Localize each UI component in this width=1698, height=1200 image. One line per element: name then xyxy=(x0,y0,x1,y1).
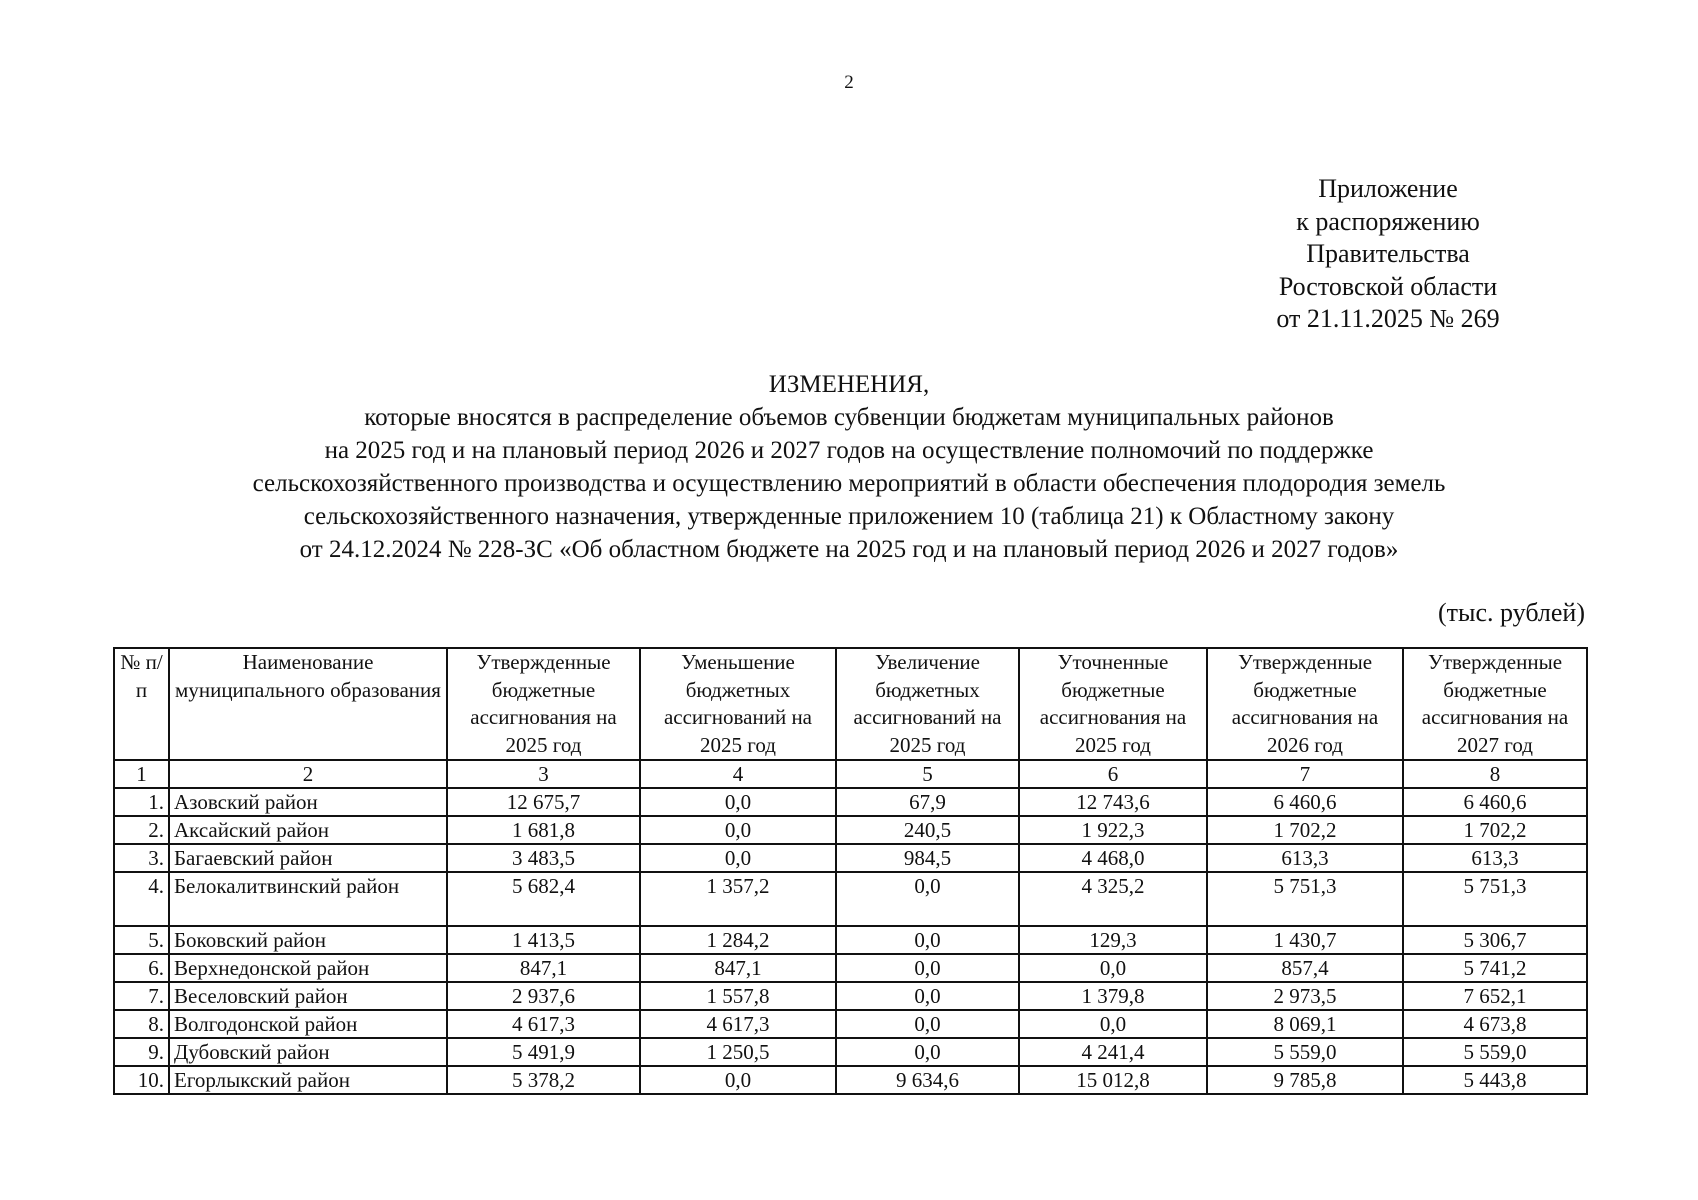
table-row xyxy=(114,872,1587,926)
municipality-name: Волгодонской район xyxy=(169,1010,447,1038)
table-row xyxy=(114,844,1587,872)
revised-2025: 0,0 xyxy=(1019,1010,1207,1038)
decrease-2025: 0,0 xyxy=(640,844,836,872)
header-cell: Утвержденные бюджетные ассигнования на 2026 год xyxy=(1207,648,1403,760)
municipality-name: Азовский район xyxy=(169,788,447,816)
approved-2026: 1 430,7 xyxy=(1207,926,1403,954)
approved-2027: 5 443,8 xyxy=(1403,1066,1587,1094)
title-line: на 2025 год и на плановый период 2026 и 2027 годов на осуществление полномочий по поддержке xyxy=(324,437,1374,464)
header-cell: Утвержденные бюджетные ассигнования на 2025 год xyxy=(447,648,640,760)
approved-2025: 847,1 xyxy=(447,954,640,982)
decrease-2025: 847,1 xyxy=(640,954,836,982)
header-cell: № п/п xyxy=(114,648,169,760)
increase-2025: 9 634,6 xyxy=(836,1066,1019,1094)
table-row xyxy=(114,816,1587,844)
municipality-name: Веселовский район xyxy=(169,982,447,1010)
decrease-2025: 1 284,2 xyxy=(640,926,836,954)
row-index: 9. xyxy=(114,1038,169,1066)
approved-2025: 5 378,2 xyxy=(447,1066,640,1094)
appendix-line: Приложение xyxy=(1318,174,1458,203)
table-row xyxy=(114,954,1587,982)
title-heading: ИЗМЕНЕНИЯ, xyxy=(768,371,930,398)
row-index: 2. xyxy=(114,816,169,844)
increase-2025: 0,0 xyxy=(836,1010,1019,1038)
document-title xyxy=(0,368,1698,566)
column-number: 3 xyxy=(447,760,640,788)
revised-2025: 1 922,3 xyxy=(1019,816,1207,844)
column-number: 8 xyxy=(1403,760,1587,788)
units-label: (тыс. рублей) xyxy=(1437,598,1585,627)
approved-2025: 1 413,5 xyxy=(447,926,640,954)
header-cell: Уточненные бюджетные ассигнования на 2025 год xyxy=(1019,648,1207,760)
approved-2026: 5 559,0 xyxy=(1207,1038,1403,1066)
approved-2026: 613,3 xyxy=(1207,844,1403,872)
row-index: 10. xyxy=(114,1066,169,1094)
approved-2026: 8 069,1 xyxy=(1207,1010,1403,1038)
revised-2025: 4 241,4 xyxy=(1019,1038,1207,1066)
revised-2025: 129,3 xyxy=(1019,926,1207,954)
decrease-2025: 0,0 xyxy=(640,816,836,844)
municipality-name: Белокалитвинский район xyxy=(169,872,447,926)
appendix-line: Правительства xyxy=(1306,239,1470,268)
row-index: 1. xyxy=(114,788,169,816)
approved-2025: 1 681,8 xyxy=(447,816,640,844)
approved-2026: 9 785,8 xyxy=(1207,1066,1403,1094)
approved-2026: 2 973,5 xyxy=(1207,982,1403,1010)
approved-2025: 4 617,3 xyxy=(447,1010,640,1038)
title-line: от 24.12.2024 № 228-ЗС «Об областном бюджете на 2025 год и на плановый период 2026 и 2027 годов» xyxy=(299,536,1399,563)
table-row xyxy=(114,1038,1587,1066)
decrease-2025: 0,0 xyxy=(640,1066,836,1094)
approved-2027: 613,3 xyxy=(1403,844,1587,872)
title-line: сельскохозяйственного производства и осуществлению мероприятий в области обеспечения плодородия земель xyxy=(252,470,1446,497)
approved-2027: 6 460,6 xyxy=(1403,788,1587,816)
title-line: которые вносятся в распределение объемов субвенции бюджетам муниципальных районов xyxy=(364,404,1334,431)
approved-2026: 5 751,3 xyxy=(1207,872,1403,926)
header-cell: Наименование муниципального образования xyxy=(169,648,447,760)
increase-2025: 0,0 xyxy=(836,872,1019,926)
decrease-2025: 1 357,2 xyxy=(640,872,836,926)
revised-2025: 4 468,0 xyxy=(1019,844,1207,872)
approved-2026: 6 460,6 xyxy=(1207,788,1403,816)
municipality-name: Багаевский район xyxy=(169,844,447,872)
revised-2025: 0,0 xyxy=(1019,954,1207,982)
column-number: 1 xyxy=(114,760,169,788)
header-cell: Утвержденные бюджетные ассигнования на 2027 год xyxy=(1403,648,1587,760)
table-row xyxy=(114,926,1587,954)
row-index: 8. xyxy=(114,1010,169,1038)
municipality-name: Аксайский район xyxy=(169,816,447,844)
increase-2025: 67,9 xyxy=(836,788,1019,816)
increase-2025: 0,0 xyxy=(836,926,1019,954)
row-index: 3. xyxy=(114,844,169,872)
revised-2025: 4 325,2 xyxy=(1019,872,1207,926)
page-number: 2 xyxy=(844,72,854,93)
approved-2025: 12 675,7 xyxy=(447,788,640,816)
municipality-name: Дубовский район xyxy=(169,1038,447,1066)
column-number: 4 xyxy=(640,760,836,788)
header-row xyxy=(114,648,1587,760)
table-row xyxy=(114,982,1587,1010)
table-row xyxy=(114,1066,1587,1094)
increase-2025: 0,0 xyxy=(836,1038,1019,1066)
decrease-2025: 4 617,3 xyxy=(640,1010,836,1038)
approved-2025: 5 491,9 xyxy=(447,1038,640,1066)
approved-2027: 1 702,2 xyxy=(1403,816,1587,844)
appendix-line: к распоряжению xyxy=(1296,206,1480,236)
table-row xyxy=(114,788,1587,816)
header-cell: Увеличение бюджетных ассигнований на 2025 год xyxy=(836,648,1019,760)
row-index: 6. xyxy=(114,954,169,982)
subvention-table xyxy=(113,647,1588,1095)
decrease-2025: 1 557,8 xyxy=(640,982,836,1010)
approved-2027: 4 673,8 xyxy=(1403,1010,1587,1038)
approved-2026: 1 702,2 xyxy=(1207,816,1403,844)
row-index: 7. xyxy=(114,982,169,1010)
title-line: сельскохозяйственного назначения, утвержденные приложением 10 (таблица 21) к Областному закону xyxy=(303,503,1395,530)
increase-2025: 984,5 xyxy=(836,844,1019,872)
decrease-2025: 1 250,5 xyxy=(640,1038,836,1066)
approved-2027: 5 306,7 xyxy=(1403,926,1587,954)
row-index: 4. xyxy=(114,872,169,926)
approved-2025: 5 682,4 xyxy=(447,872,640,926)
row-index: 5. xyxy=(114,926,169,954)
appendix-block xyxy=(1238,173,1538,336)
appendix-line: от 21.11.2025 № 269 xyxy=(1276,304,1500,333)
increase-2025: 0,0 xyxy=(836,954,1019,982)
approved-2025: 2 937,6 xyxy=(447,982,640,1010)
municipality-name: Боковский район xyxy=(169,926,447,954)
column-number: 6 xyxy=(1019,760,1207,788)
table-row xyxy=(114,1010,1587,1038)
revised-2025: 15 012,8 xyxy=(1019,1066,1207,1094)
revised-2025: 1 379,8 xyxy=(1019,982,1207,1010)
column-number: 7 xyxy=(1207,760,1403,788)
increase-2025: 0,0 xyxy=(836,982,1019,1010)
appendix-line: Ростовской области xyxy=(1278,271,1498,301)
column-number: 2 xyxy=(169,760,447,788)
decrease-2025: 0,0 xyxy=(640,788,836,816)
approved-2027: 5 741,2 xyxy=(1403,954,1587,982)
increase-2025: 240,5 xyxy=(836,816,1019,844)
approved-2025: 3 483,5 xyxy=(447,844,640,872)
approved-2027: 5 559,0 xyxy=(1403,1038,1587,1066)
header-cell: Уменьшение бюджетных ассигнований на 2025 год xyxy=(640,648,836,760)
municipality-name: Верхнедонской район xyxy=(169,954,447,982)
column-number: 5 xyxy=(836,760,1019,788)
municipality-name: Егорлыкский район xyxy=(169,1066,447,1094)
approved-2027: 7 652,1 xyxy=(1403,982,1587,1010)
approved-2027: 5 751,3 xyxy=(1403,872,1587,926)
revised-2025: 12 743,6 xyxy=(1019,788,1207,816)
approved-2026: 857,4 xyxy=(1207,954,1403,982)
column-number-row xyxy=(114,760,1587,788)
